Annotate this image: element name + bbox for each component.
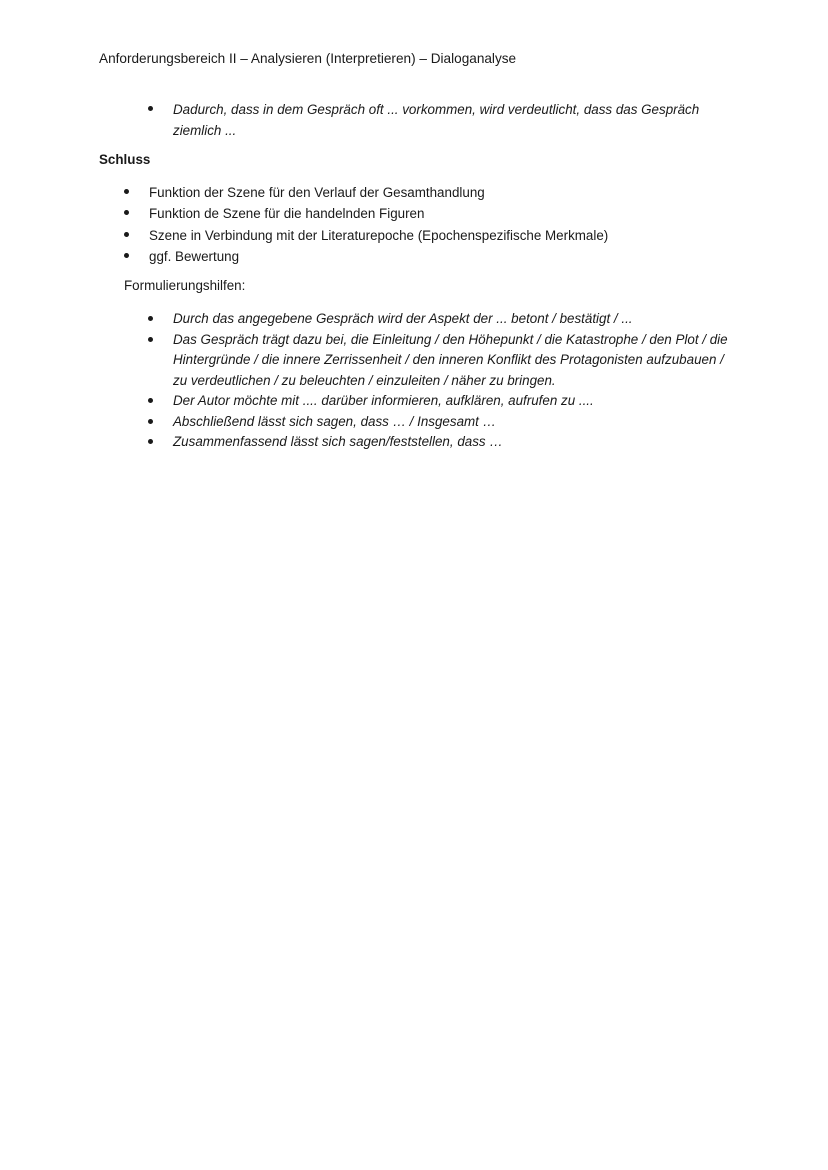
list-item: Szene in Verbindung mit der Literaturepoche (Epochenspezifische Merkmale) <box>149 225 749 246</box>
section-heading-schluss: Schluss <box>99 152 151 167</box>
list-item: Zusammenfassend lässt sich sagen/feststellen, dass … <box>173 432 733 453</box>
formulierungshilfen-label: Formulierungshilfen: <box>124 278 246 293</box>
bullet-list-top <box>173 99 733 141</box>
list-item: Das Gespräch trägt dazu bei, die Einleitung / den Höhepunkt / die Katastrophe / den Plot / die Hintergründe / die innere Zerrissenheit / den inneren Konflikt des Protagonisten aufzubauen / zu verdeutlichen / zu beleuchten / einzuleiten / näher zu bringen. <box>173 330 733 392</box>
list-item: Durch das angegebene Gespräch wird der Aspekt der ... betont / bestätigt / ... <box>173 309 733 330</box>
list-item: Abschließend lässt sich sagen, dass … / Insgesamt … <box>173 412 733 433</box>
list-item: Funktion der Szene für den Verlauf der Gesamthandlung <box>149 182 749 203</box>
list-item: Der Autor möchte mit .... darüber informieren, aufklären, aufrufen zu .... <box>173 391 733 412</box>
list-item: Funktion de Szene für die handelnden Figuren <box>149 203 749 224</box>
bullet-list-schluss <box>149 182 749 267</box>
page-header: Anforderungsbereich II – Analysieren (Interpretieren) – Dialoganalyse <box>99 51 517 66</box>
bullet-list-formulierungshilfen <box>173 309 733 453</box>
list-item: ggf. Bewertung <box>149 246 749 267</box>
list-item: Dadurch, dass in dem Gespräch oft ... vorkommen, wird verdeutlicht, dass das Gespräch ziemlich ... <box>173 99 733 141</box>
